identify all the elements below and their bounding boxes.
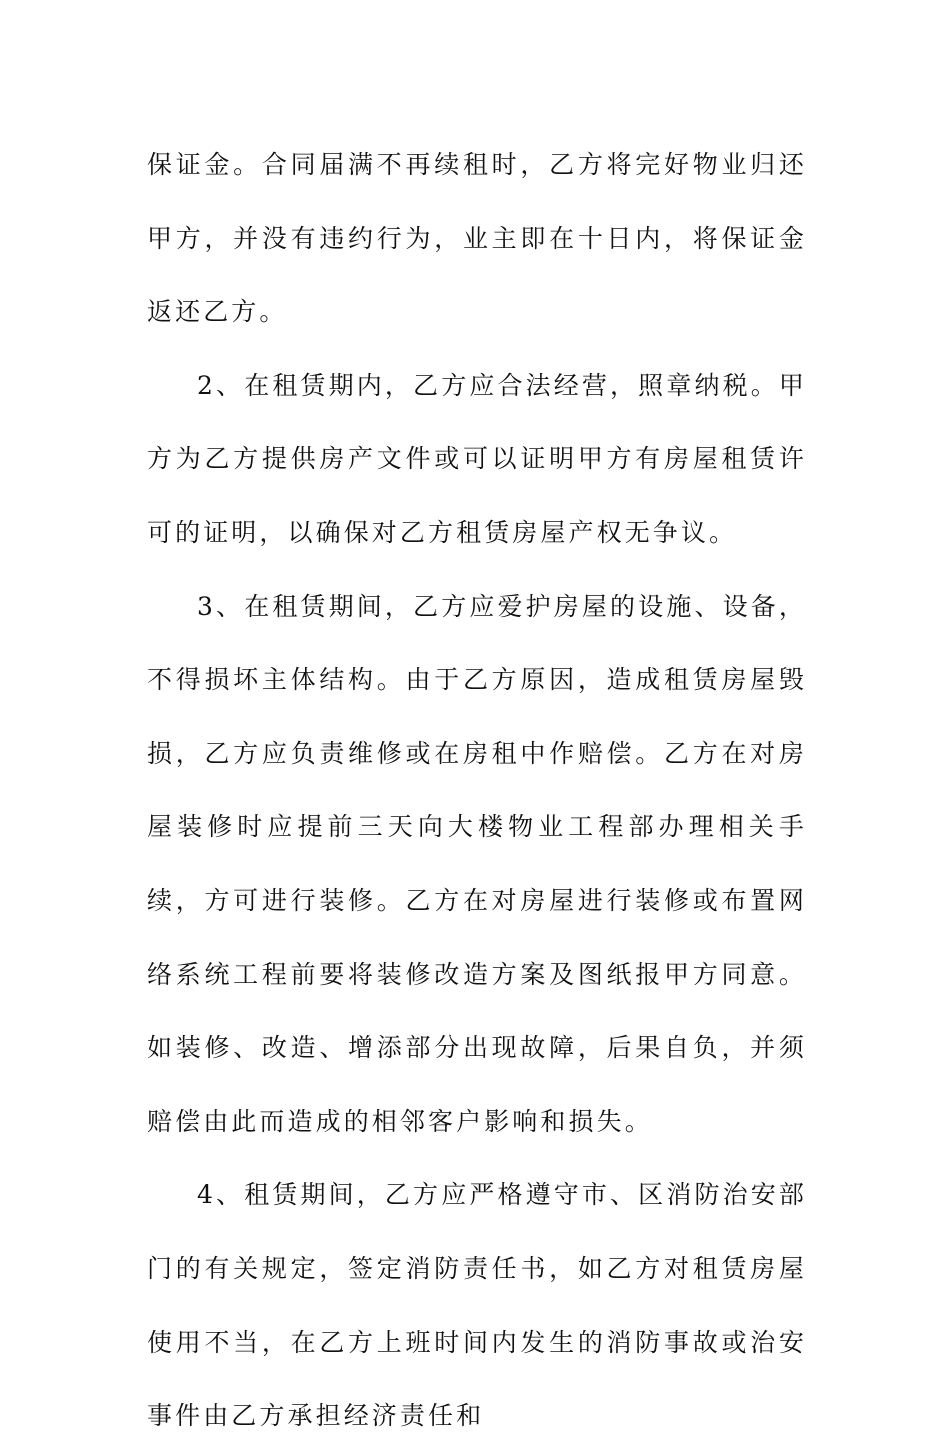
document-body xyxy=(147,128,807,1453)
paragraph-deposit-return: 保证金。合同届满不再续租时，乙方将完好物业归还甲方，并没有违约行为，业主即在十日内，将保证金返还乙方。 xyxy=(147,150,807,327)
paragraph-clause-4: 4、租赁期间，乙方应严格遵守市、区消防治安部门的有关规定，签定消防责任书，如乙方对租赁房屋使用不当，在乙方上班时间内发生的消防事故或治安事件由乙方承担经济责任和 xyxy=(147,1180,807,1431)
paragraph-clause-3: 3、在租赁期间，乙方应爱护房屋的设施、设备，不得损坏主体结构。由于乙方原因，造成租赁房屋毁损，乙方应负责维修或在房租中作赔偿。乙方在对房屋装修时应提前三天向大楼物业工程部办理相关手续，方可进行装修。乙方在对房屋进行装修或布置网络系统工程前要将装修改造方案及图纸报甲方同意。如装修、改造、增添部分出现故障，后果自负，并须赔偿由此而造成的相邻客户影响和损失。 xyxy=(147,591,807,1136)
paragraph-clause-2: 2、在租赁期内，乙方应合法经营，照章纳税。甲方为乙方提供房产文件或可以证明甲方有房屋租赁许可的证明，以确保对乙方租赁房屋产权无争议。 xyxy=(147,370,807,547)
